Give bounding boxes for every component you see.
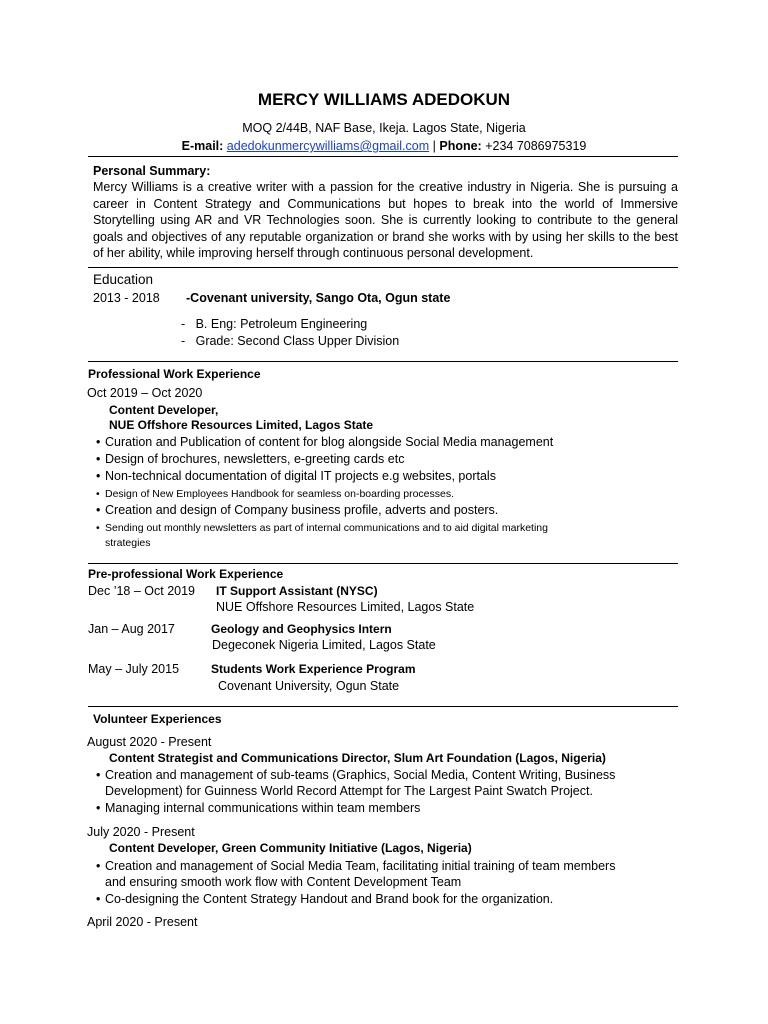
contact-line <box>0 139 768 153</box>
list-item: • Non-technical documentation of digital IT projects e.g websites, portals <box>96 469 496 483</box>
divider <box>88 156 678 157</box>
list-item: • Sending out monthly newsletters as part of internal communications and to aid digital marketing <box>96 522 548 534</box>
phone-label: Phone: <box>439 139 482 153</box>
list-item: • Design of brochures, newsletters, e-greeting cards etc <box>96 452 405 466</box>
divider <box>88 706 678 707</box>
entry-org: NUE Offshore Resources Limited, Lagos State <box>216 600 475 614</box>
list-item-continuation: and ensuring smooth work flow with Content Development Team <box>105 875 462 889</box>
entry-org: Covenant University, Ogun State <box>218 679 400 693</box>
divider <box>88 267 678 268</box>
list-item: - Grade: Second Class Upper Division <box>181 334 400 348</box>
entry-org: Degeconek Nigeria Limited, Lagos State <box>212 638 436 652</box>
address: MOQ 2/44B, NAF Base, Ikeja. Lagos State, Nigeria <box>242 121 526 135</box>
list-item: • Curation and Publication of content for blog alongside Social Media management <box>96 435 554 449</box>
entry-role: Students Work Experience Program <box>211 662 416 676</box>
preprofessional-heading: Pre-professional Work Experience <box>88 567 284 581</box>
candidate-name: MERCY WILLIAMS ADEDOKUN <box>257 90 511 109</box>
volunteer-heading: Volunteer Experiences <box>93 712 222 726</box>
summary-heading: Personal Summary: <box>93 164 211 178</box>
list-item: • Co-designing the Content Strategy Handout and Brand book for the organization. <box>96 892 554 906</box>
list-item: • Creation and design of Company business profile, adverts and posters. <box>96 503 499 517</box>
list-item-continuation: Development) for Guinness World Record Attempt for The Largest Paint Swatch Project. <box>105 784 593 798</box>
entry-period: July 2020 - Present <box>87 825 195 839</box>
education-heading: Education <box>93 272 154 287</box>
entry-role: IT Support Assistant (NYSC) <box>216 584 378 598</box>
list-item: • Creation and management of Social Media Team, facilitating initial training of team members <box>96 859 616 873</box>
professional-heading: Professional Work Experience <box>88 367 261 381</box>
divider <box>88 563 678 564</box>
education-school: -Covenant university, Sango Ota, Ogun state <box>186 291 451 305</box>
phone-number: +234 7086975319 <box>485 139 587 153</box>
entry-period: May – July 2015 <box>88 662 180 676</box>
list-item: • Design of New Employees Handbook for seamless on-boarding processes. <box>96 488 455 500</box>
entry-period: August 2020 - Present <box>87 735 212 749</box>
entry-role: Geology and Geophysics Intern <box>211 622 392 636</box>
entry-period: Jan – Aug 2017 <box>88 622 175 636</box>
list-item: • Managing internal communications within team members <box>96 801 421 815</box>
summary-text: Mercy Williams is a creative writer with a passion for the creative industry in Nigeria. She is pursuing a career in Content Strategy and Communications but hopes to break into the world of Immersive Storytelling using AR and VR Technologies soon. She is currently looking to contribute to the general goals and objectives of any reputable organization or brand she works with by using her skills to the best of her ability, while improving herself through continuous personal development. <box>93 180 678 261</box>
entry-period: April 2020 - Present <box>87 915 198 929</box>
professional-company: NUE Offshore Resources Limited, Lagos State <box>109 418 374 432</box>
professional-role: Content Developer, <box>109 403 219 417</box>
education-years: 2013 - 2018 <box>93 291 160 305</box>
contact-separator: | <box>432 139 436 153</box>
entry-role: Content Developer, Green Community Initiative (Lagos, Nigeria) <box>109 841 472 855</box>
list-item: • Creation and management of sub-teams (Graphics, Social Media, Content Writing, Business <box>96 768 616 782</box>
list-item-continuation: strategies <box>105 537 151 549</box>
email-label: E-mail: <box>181 139 224 153</box>
divider <box>88 361 678 362</box>
professional-period: Oct 2019 – Oct 2020 <box>87 386 203 400</box>
entry-period: Dec ’18 – Oct 2019 <box>88 584 196 598</box>
email-link[interactable]: adedokunmercywilliams@gmail.com <box>226 139 430 153</box>
list-item: - B. Eng: Petroleum Engineering <box>181 317 368 331</box>
entry-role: Content Strategist and Communications Director, Slum Art Foundation (Lagos, Nigeria) <box>109 751 606 765</box>
